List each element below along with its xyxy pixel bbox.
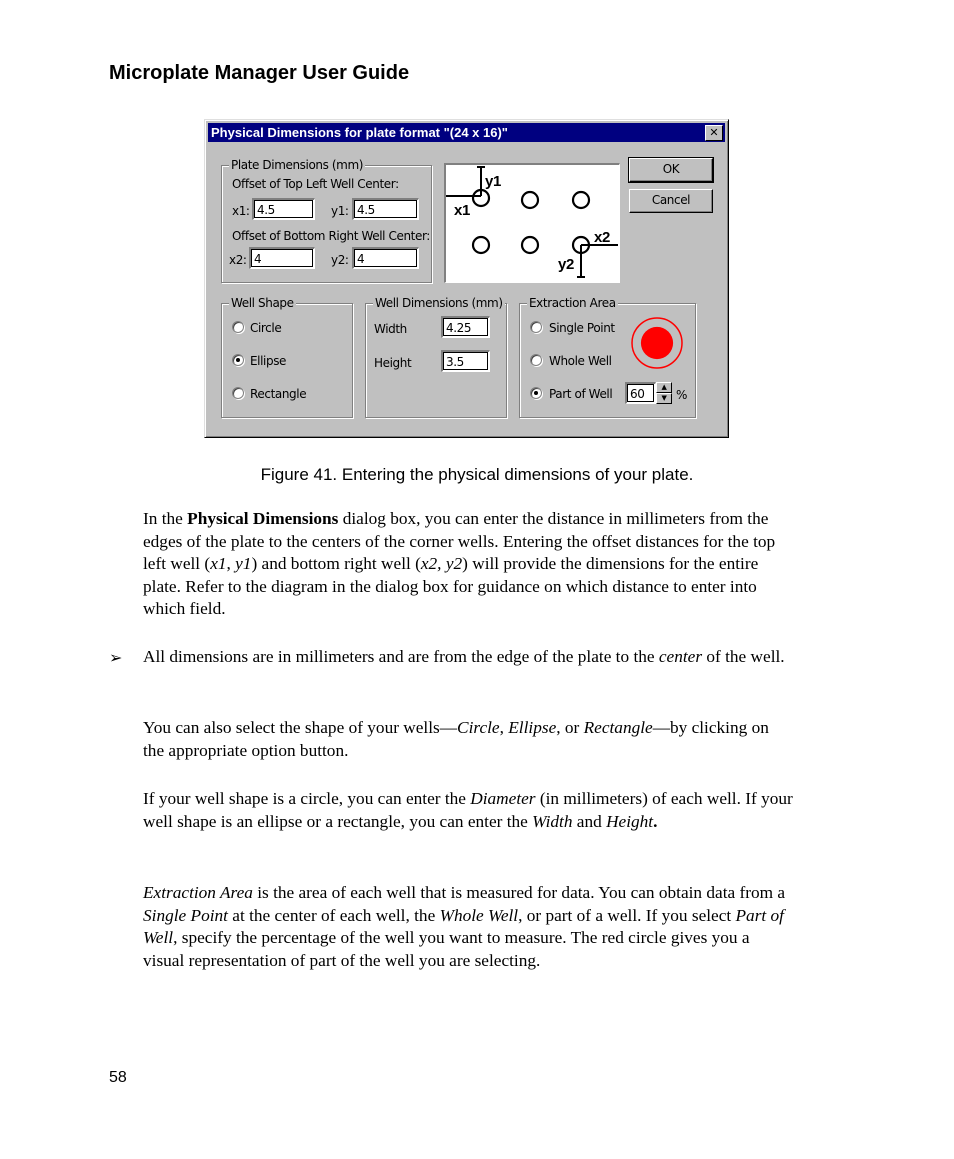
rectangle-radio[interactable] — [232, 387, 244, 399]
rectangle-option-label[interactable]: Rectangle — [250, 387, 307, 401]
extraction-preview — [623, 316, 687, 370]
ellipse-option-label[interactable]: Ellipse — [250, 354, 287, 368]
percent-unit: % — [676, 388, 688, 402]
well-circle — [522, 237, 538, 253]
width-input[interactable]: 4.25 — [441, 316, 490, 338]
y1-label: y1: — [331, 204, 349, 218]
y2-marker: y2 — [558, 256, 574, 273]
bullet-text: All dimensions are in millimeters and are from the edge of the plate to the center of the well. — [143, 647, 785, 666]
height-input[interactable]: 3.5 — [441, 350, 490, 372]
page-header: Microplate Manager User Guide — [109, 62, 410, 84]
bullet-arrow-icon: ➢ — [109, 650, 123, 667]
x1-marker: x1 — [454, 202, 470, 219]
plate-diagram — [444, 163, 620, 283]
close-button[interactable]: ✕ — [705, 125, 723, 141]
x2-input[interactable]: 4 — [249, 247, 315, 269]
circle-option-label[interactable]: Circle — [250, 321, 282, 335]
ok-button[interactable]: OK — [629, 158, 713, 182]
y1-marker: y1 — [485, 173, 501, 190]
whole-well-radio[interactable] — [530, 354, 542, 366]
y2-input[interactable]: 4 — [352, 247, 419, 269]
whole-well-option-label[interactable]: Whole Well — [549, 354, 612, 368]
page-number: 58 — [109, 1069, 127, 1086]
plate-diagram-graphic — [446, 165, 619, 282]
single-point-radio[interactable] — [530, 321, 542, 333]
percent-input[interactable]: 60 — [625, 382, 656, 404]
circle-radio[interactable] — [232, 321, 244, 333]
y2-label: y2: — [331, 253, 349, 267]
paragraph-well-size: If your well shape is a circle, you can enter the Diameter (in millimeters) of each well. If your well shape is an ellipse or a rectangle, you can enter the Width and Height. — [143, 789, 793, 831]
figure-caption: Figure 41. Entering the physical dimensions of your plate. — [260, 465, 694, 484]
width-label: Width — [374, 322, 407, 336]
spin-down-button[interactable]: ▼ — [656, 393, 672, 404]
y1-input[interactable]: 4.5 — [352, 198, 419, 220]
extraction-red-circle — [641, 327, 673, 359]
x2-label: x2: — [229, 253, 247, 267]
part-of-well-option-label[interactable]: Part of Well — [549, 387, 613, 401]
spin-up-button[interactable]: ▲ — [656, 382, 672, 393]
well-shape-label: Well Shape — [231, 296, 294, 310]
paragraph-physical-dimensions: In the Physical Dimensions dialog box, you can enter the distance in millimeters from the edges of the plate to the centers of the corner wells. Entering the offset distances for the top left well (x1, y1) and bottom right well (x2, y2) will provide the dimensions for the entire plate. Refer to the diagram in the dialog box for guidance on which distance to enter into which field. — [143, 509, 776, 619]
top-left-offset-label: Offset of Top Left Well Center: — [232, 177, 399, 191]
plate-dimensions-label: Plate Dimensions (mm) — [231, 158, 364, 172]
paragraph-well-shape: You can also select the shape of your wells—Circle, Ellipse, or Rectangle—by clicking on the appropriate option button. — [143, 718, 769, 760]
well-dimensions-label: Well Dimensions (mm) — [375, 296, 503, 310]
ellipse-radio[interactable] — [232, 354, 244, 366]
x1-label: x1: — [232, 204, 250, 218]
well-circle — [573, 192, 589, 208]
physical-dimensions-dialog — [204, 119, 729, 438]
bottom-right-offset-label: Offset of Bottom Right Well Center: — [232, 229, 430, 243]
well-circle — [473, 237, 489, 253]
x2-marker: x2 — [594, 229, 610, 246]
dialog-titlebar — [208, 123, 725, 142]
extraction-area-label: Extraction Area — [529, 296, 616, 310]
cancel-button[interactable]: Cancel — [629, 189, 713, 213]
single-point-option-label[interactable]: Single Point — [549, 321, 615, 335]
dialog-title: Physical Dimensions for plate format "(24 x 16)" — [211, 125, 508, 140]
well-circle — [522, 192, 538, 208]
paragraph-extraction-area: Extraction Area is the area of each well that is measured for data. You can obtain data from a Single Point at the center of each well, the Whole Well, or part of a well. If you select Part of Well, specify the percentage of the well you want to measure. The red circle gives you a visual representation of part of the well you are selecting. — [143, 883, 786, 970]
height-label: Height — [374, 356, 412, 370]
part-of-well-radio[interactable] — [530, 387, 542, 399]
x1-input[interactable]: 4.5 — [252, 198, 315, 220]
